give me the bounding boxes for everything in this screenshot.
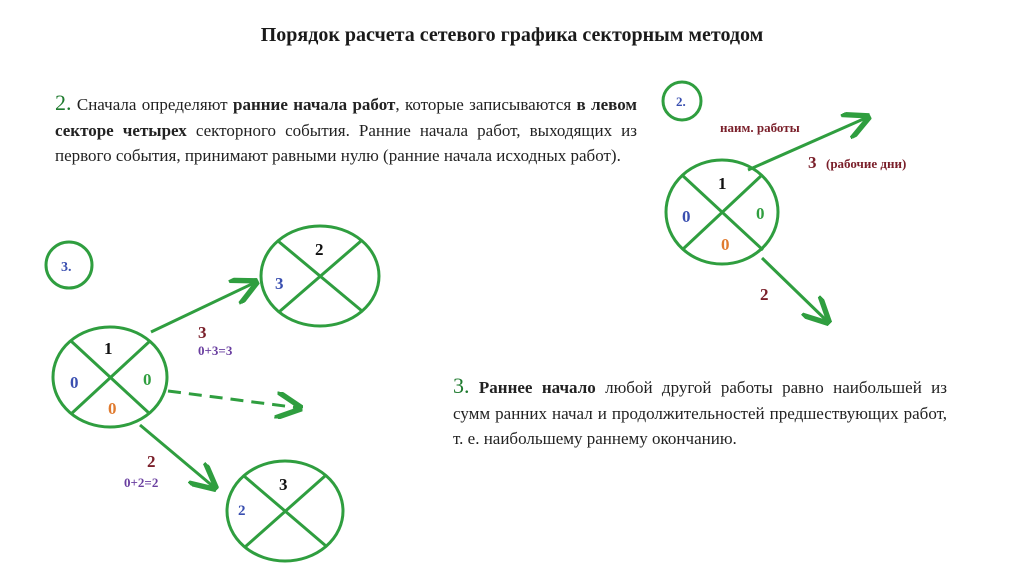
event-2-left-value: 3	[275, 274, 284, 293]
step-2-text-2: , которые записываются	[395, 95, 577, 114]
work-name-label: наим. работы	[720, 120, 800, 135]
page-title: Порядок расчета сетевого графика секторным методом	[260, 24, 764, 46]
arrow-up-duration: 3	[198, 323, 207, 342]
step-2-text-3: секторного события. Ранние начала работ, выходящих из первого события, принимают равными нулю (ранние начала исходных работ).	[55, 120, 637, 165]
event-1-left-bottom-value: 0	[108, 399, 117, 418]
arrow-1-dashed	[168, 391, 300, 408]
arrow-down-duration: 2	[147, 452, 156, 471]
right-duration-3: 3	[808, 153, 817, 172]
event-1-left-right-value: 0	[143, 370, 152, 389]
step-2-bold-1: ранние начала работ	[232, 95, 396, 114]
event-3-number: 3	[279, 475, 288, 494]
step-2-text-1: Сначала определяют	[71, 95, 233, 114]
step-3-bold-1: Раннее начало	[478, 378, 596, 397]
step-2-number: 2.	[55, 90, 72, 115]
step-3-number: 3.	[453, 373, 470, 398]
step-3-text-1: любой другой работы равно наибольшей из сумм ранних начал и продолжительностей предшествующих работ, т. е. наибольшему раннему окончанию.	[453, 378, 947, 448]
right-duration-note: (рабочие дни)	[826, 156, 907, 171]
event-1-left-left-value: 0	[70, 373, 79, 392]
event-1-right-number: 1	[718, 174, 727, 193]
right-duration-2: 2	[760, 285, 769, 304]
arrow-down-calc: 0+2=2	[124, 475, 159, 490]
badge-2-label: 2.	[676, 94, 686, 109]
step-2-bold-2: в левом секторе четырех	[55, 95, 637, 140]
event-2-number: 2	[315, 240, 324, 259]
arrow-up-calc: 0+3=3	[198, 343, 233, 358]
event-1-left-number: 1	[104, 339, 113, 358]
badge-3-label: 3.	[61, 260, 72, 275]
event-1-right-bottom-value: 0	[721, 235, 730, 254]
event-1-right-left-value: 0	[682, 207, 691, 226]
event-1-right-right-value: 0	[756, 204, 765, 223]
arrow-right-down	[762, 258, 828, 322]
event-3-left-value: 2	[238, 503, 246, 519]
